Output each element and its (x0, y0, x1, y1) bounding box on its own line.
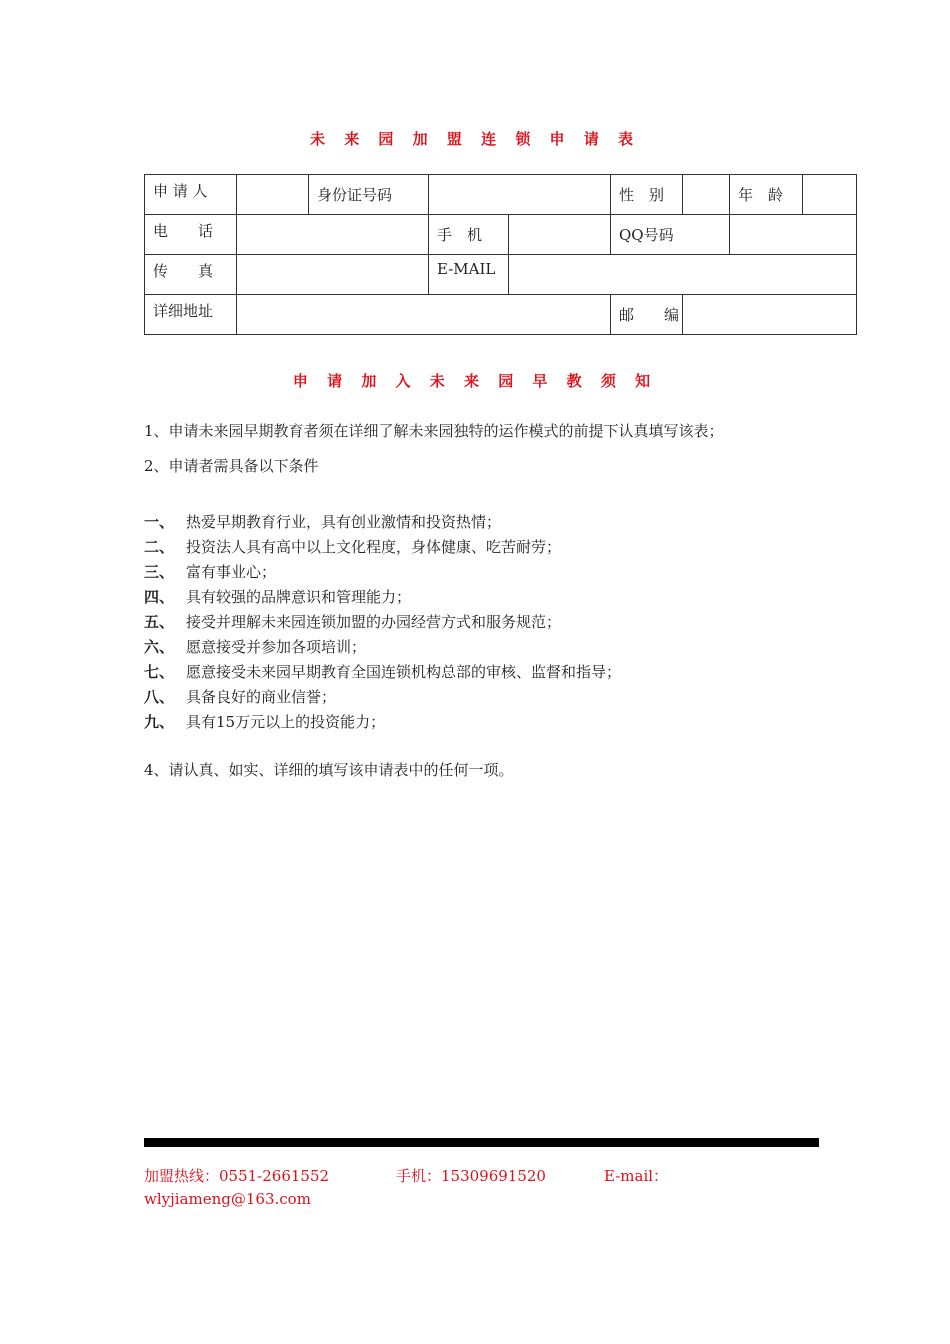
condition-text: 具有较强的品牌意识和管理能力； (186, 588, 412, 606)
condition-number: 八、 (144, 688, 175, 706)
id-number-field[interactable] (429, 175, 611, 215)
condition-number: 一、 (144, 513, 175, 531)
mobile-label: 手 机 (429, 215, 509, 255)
footer-email[interactable]: wlyjiameng@163.com (144, 1190, 311, 1208)
condition-number: 三、 (144, 563, 175, 581)
notice-item-4: 4、请认真、如实、详细的填写该申请表中的任何一项。 (144, 761, 514, 779)
footer-mobile: 手机：15309691520 (396, 1167, 546, 1185)
condition-text: 具有15万元以上的投资能力； (186, 713, 386, 731)
email-field[interactable] (509, 255, 857, 295)
condition-text: 愿意接受未来园早期教育全国连锁机构总部的审核、监督和指导； (186, 663, 622, 681)
condition-number: 六、 (144, 638, 175, 656)
phone-label: 电 话 (145, 215, 237, 255)
id-number-label: 身份证号码 (309, 175, 429, 215)
notice-title: 申 请 加 入 未 来 园 早 教 须 知 (292, 372, 658, 390)
condition-number: 四、 (144, 588, 175, 606)
notice-item-2: 2、申请者需具备以下条件 (144, 457, 319, 475)
age-field[interactable] (803, 175, 857, 215)
condition-text: 愿意接受并参加各项培训； (186, 638, 367, 656)
qq-field[interactable] (730, 215, 857, 255)
condition-item (144, 686, 336, 707)
phone-field[interactable] (237, 215, 429, 255)
form-title: 未 来 园 加 盟 连 锁 申 请 表 (309, 130, 640, 148)
condition-text: 热爱早期教育行业，具有创业激情和投资热情； (186, 513, 502, 531)
condition-text: 富有事业心； (186, 563, 277, 581)
address-field[interactable] (237, 295, 611, 335)
fax-field[interactable] (237, 255, 429, 295)
footer-hotline: 加盟热线：0551-2661552 (144, 1167, 330, 1185)
footer-divider (144, 1138, 819, 1147)
email-label: E-MAIL (429, 255, 509, 295)
condition-item (144, 561, 276, 582)
condition-number: 九、 (144, 713, 175, 731)
condition-number: 五、 (144, 613, 175, 631)
condition-text: 投资法人具有高中以上文化程度，身体健康、吃苦耐劳； (186, 538, 562, 556)
condition-item (144, 636, 366, 657)
application-form-table (144, 174, 857, 335)
address-label: 详细地址 (145, 295, 237, 335)
gender-label: 性 别 (611, 175, 683, 215)
postcode-label: 邮 编 (611, 295, 683, 335)
condition-item (144, 611, 561, 632)
postcode-field[interactable] (683, 295, 857, 335)
applicant-field[interactable] (237, 175, 309, 215)
applicant-label: 申 请 人 (145, 175, 237, 215)
condition-text: 接受并理解未来园连锁加盟的办园经营方式和服务规范； (186, 613, 562, 631)
condition-item (144, 661, 621, 682)
condition-text: 具备良好的商业信誉； (186, 688, 337, 706)
condition-item (144, 511, 501, 532)
condition-number: 二、 (144, 538, 175, 556)
qq-label: QQ号码 (611, 215, 730, 255)
age-label: 年 龄 (730, 175, 803, 215)
notice-item-1: 1、申请未来园早期教育者须在详细了解未来园独特的运作模式的前提下认真填写该表； (144, 422, 724, 440)
condition-item (144, 586, 411, 607)
condition-item (144, 711, 385, 732)
condition-item (144, 536, 561, 557)
fax-label: 传 真 (145, 255, 237, 295)
condition-number: 七、 (144, 663, 175, 681)
footer-email-label: E-mail： (604, 1167, 669, 1185)
gender-field[interactable] (683, 175, 730, 215)
mobile-field[interactable] (509, 215, 611, 255)
